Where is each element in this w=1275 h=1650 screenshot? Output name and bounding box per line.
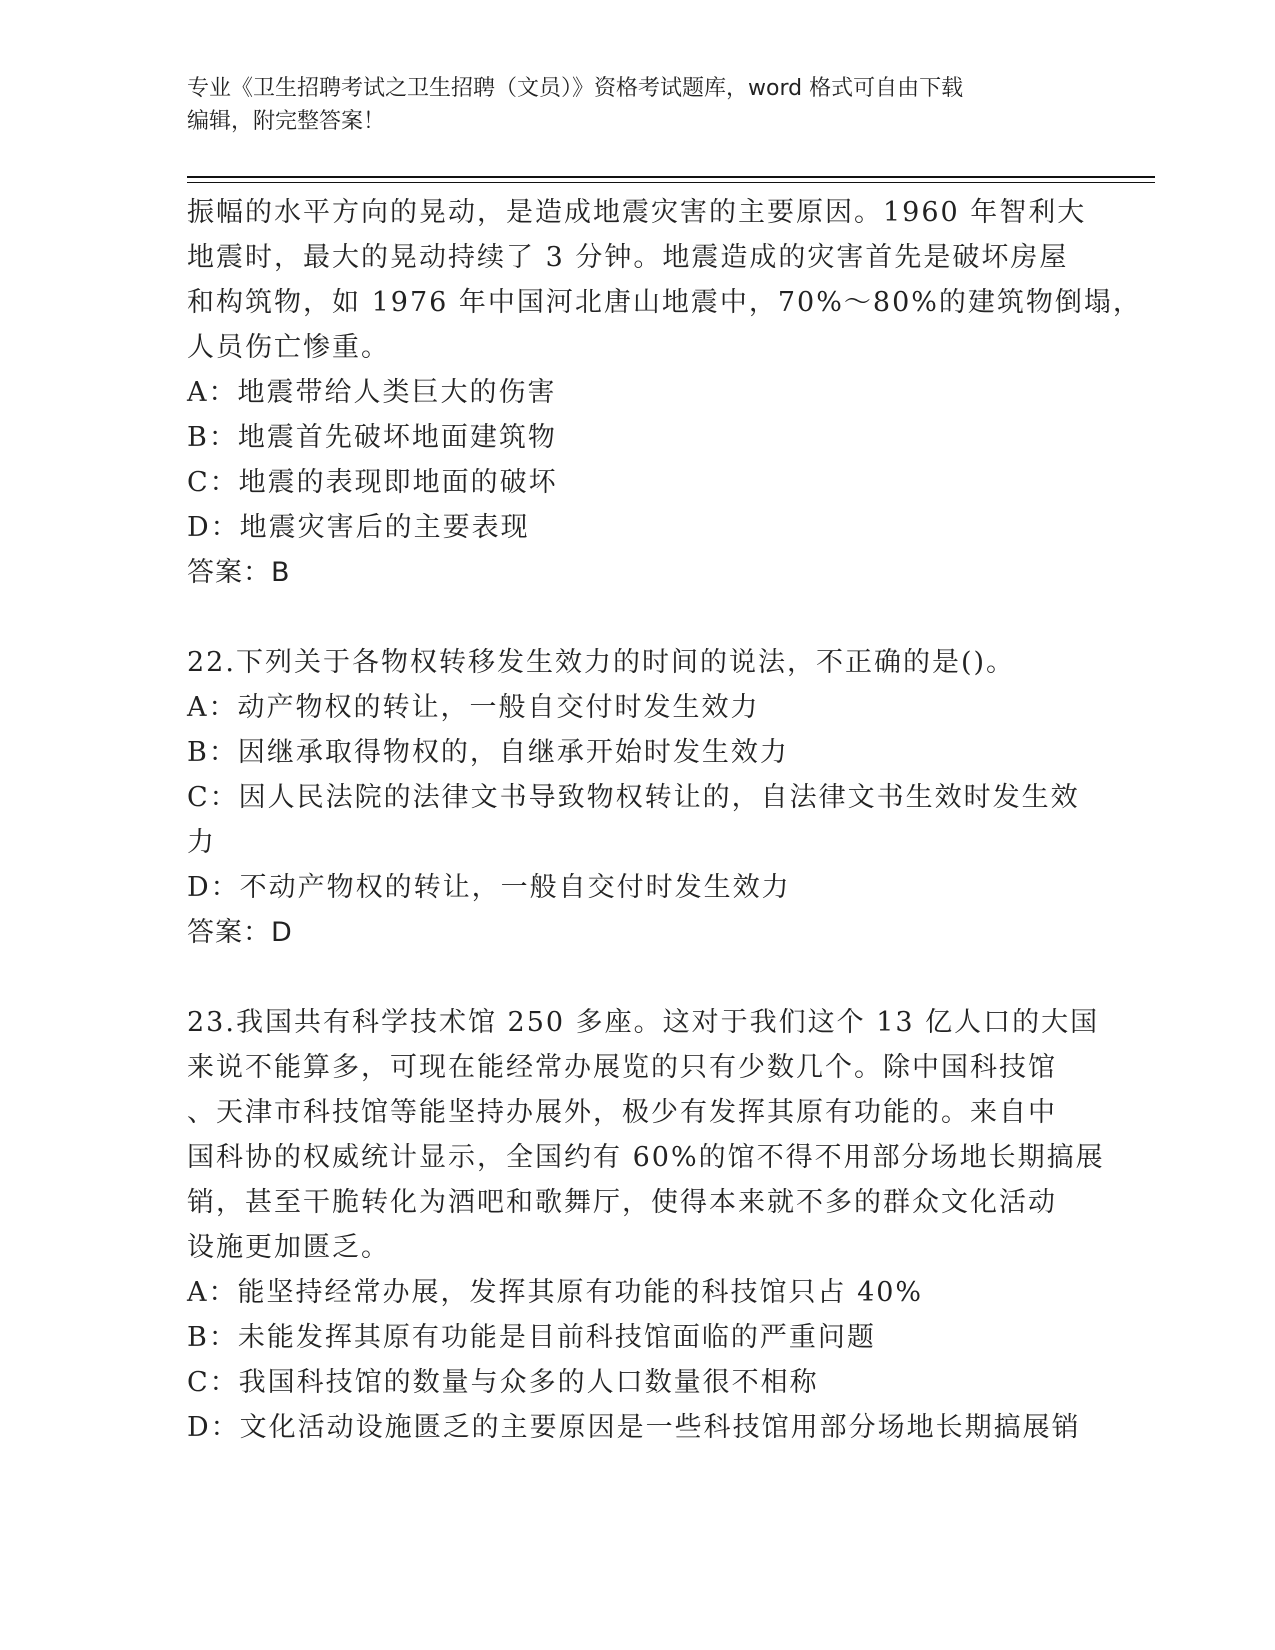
question-text-line: 和构筑物，如 1976 年中国河北唐山地震中，70%～80%的建筑物倒塌， — [187, 287, 1142, 318]
question-text-line: 设施更加匮乏。 — [187, 1232, 390, 1263]
question-text-line: 地震时，最大的晃动持续了 3 分钟。地震造成的灾害首先是破坏房屋 — [187, 242, 1069, 273]
question-23 — [187, 1000, 1105, 1450]
question-spacer — [187, 595, 1087, 640]
option-c: C：我国科技馆的数量与众多的人口数量很不相称 — [187, 1367, 819, 1398]
option-d: D：文化活动设施匮乏的主要原因是一些科技馆用部分场地长期搞展销 — [187, 1412, 1081, 1443]
header-divider-thin — [187, 182, 1155, 183]
question-text-line: 、天津市科技馆等能坚持办展外，极少有发挥其原有功能的。来自中 — [187, 1097, 1057, 1128]
option-d: D：不动产物权的转让，一般自交付时发生效力 — [187, 872, 791, 903]
question-text-line: 22.下列关于各物权转移发生效力的时间的说法，不正确的是()。 — [187, 647, 1016, 678]
option-a: A：地震带给人类巨大的伤害 — [187, 377, 557, 408]
question-text-line: 人员伤亡惨重。 — [187, 332, 390, 363]
question-text-line: 销，甚至干脆转化为酒吧和歌舞厅，使得本来就不多的群众文化活动 — [187, 1187, 1057, 1218]
question-spacer — [187, 955, 1087, 1000]
document-body — [187, 190, 1142, 1450]
option-b: B：未能发挥其原有功能是目前科技馆面临的严重问题 — [187, 1322, 876, 1353]
question-text-line: 23.我国共有科学技术馆 250 多座。这对于我们这个 13 亿人口的大国 — [187, 1007, 1100, 1038]
option-a: A：能坚持经常办展，发挥其原有功能的科技馆只占 40% — [187, 1277, 924, 1308]
option-a: A：动产物权的转让，一般自交付时发生效力 — [187, 692, 760, 723]
option-b: B：因继承取得物权的，自继承开始时发生效力 — [187, 737, 789, 768]
option-c: C：地震的表现即地面的破坏 — [187, 467, 558, 498]
document-header — [187, 72, 1087, 138]
question-text-line: 来说不能算多，可现在能经常办展览的只有少数几个。除中国科技馆 — [187, 1052, 1057, 1083]
question-21 — [187, 190, 1142, 595]
header-divider-thick — [187, 176, 1155, 178]
option-c: C：因人民法院的法律文书导致物权转让的，自法律文书生效时发生效 — [187, 782, 1080, 813]
header-line-2: 编辑，附完整答案！ — [187, 109, 386, 134]
option-d: D：地震灾害后的主要表现 — [187, 512, 530, 543]
question-22 — [187, 640, 1087, 955]
question-text-line: 振幅的水平方向的晃动，是造成地震灾害的主要原因。1960 年智利大 — [187, 197, 1087, 228]
question-text-line: 国科协的权威统计显示，全国约有 60%的馆不得不用部分场地长期搞展 — [187, 1142, 1105, 1173]
answer-line: 答案：D — [187, 917, 293, 948]
option-b: B：地震首先破坏地面建筑物 — [187, 422, 557, 453]
header-line-1: 专业《卫生招聘考试之卫生招聘（文员）》资格考试题库，word 格式可自由下载 — [187, 76, 964, 101]
option-c-continued: 力 — [187, 827, 216, 858]
answer-line: 答案：B — [187, 557, 291, 588]
